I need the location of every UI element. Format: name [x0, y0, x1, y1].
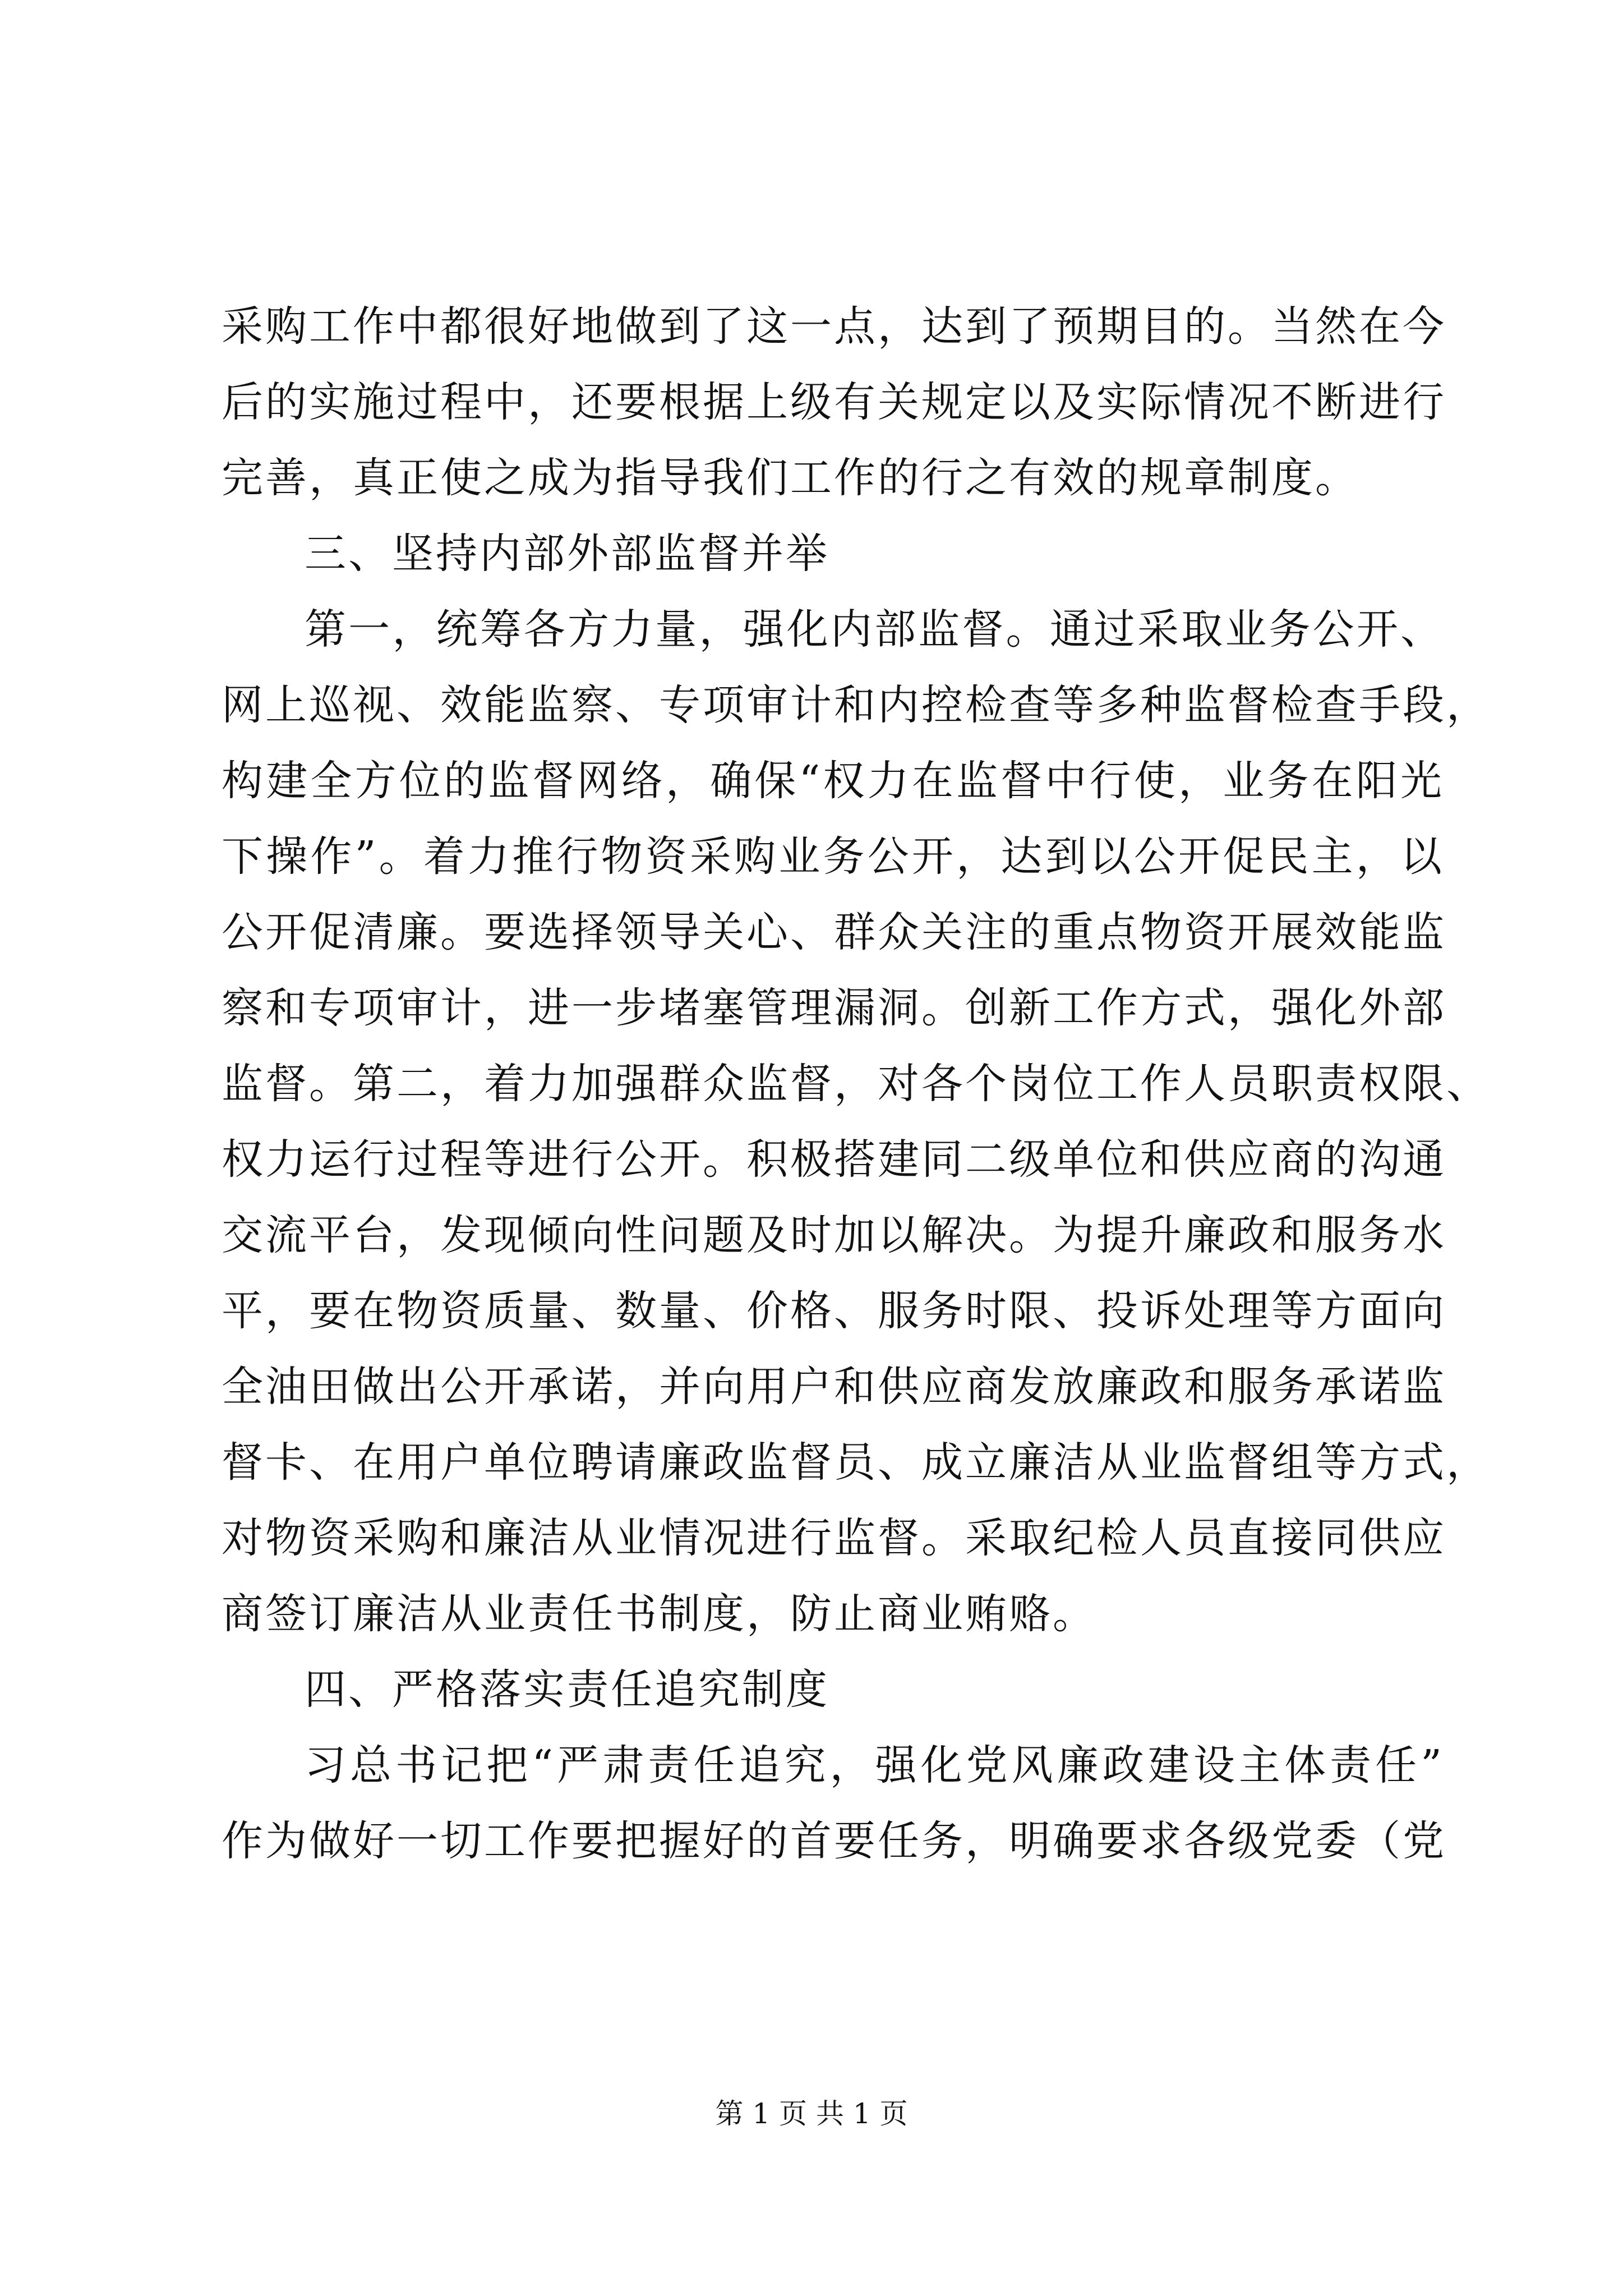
text-line: 权力运行过程等进行公开。积极搭建同二级单位和供应商的沟通: [222, 1135, 1446, 1184]
text-line: 交流平台，发现倾向性问题及时加以解决。为提升廉政和服务水: [222, 1211, 1446, 1259]
text-line: 下操作”。着力推行物资采购业务公开，达到以公开促民主，以: [222, 832, 1444, 881]
section-heading: 四、严格落实责任追究制度: [305, 1665, 829, 1714]
text-line: 察和专项审计，进一步堵塞管理漏洞。创新工作方式，强化外部: [222, 984, 1446, 1032]
text-line: 后的实施过程中，还要根据上级有关规定以及实际情况不断进行: [222, 378, 1446, 426]
text-line: 商签订廉洁从业责任书制度，防止商业贿赂。: [222, 1590, 1096, 1638]
text-line: 监督。第二，着力加强群众监督，对各个岗位工作人员职责权限、: [222, 1060, 1490, 1108]
text-line: 习总书记把“严肃责任追究，强化党风廉政建设主体责任”: [305, 1741, 1444, 1789]
text-line: 对物资采购和廉洁从业情况进行监督。采取纪检人员直接同供应: [222, 1514, 1446, 1562]
text-line: 构建全方位的监督网络，确保“权力在监督中行使，业务在阳光: [222, 757, 1444, 805]
section-heading: 三、坚持内部外部监督并举: [305, 530, 829, 578]
text-line: 网上巡视、效能监察、专项审计和内控检查等多种监督检查手段，: [222, 681, 1490, 729]
text-line: 作为做好一切工作要把握好的首要任务，明确要求各级党委（党: [222, 1817, 1446, 1865]
text-line: 采购工作中都很好地做到了这一点，达到了预期目的。当然在今: [222, 302, 1446, 351]
text-line: 全油田做出公开承诺，并向用户和供应商发放廉政和服务承诺监: [222, 1363, 1446, 1411]
text-line: 完善，真正使之成为指导我们工作的行之有效的规章制度。: [222, 454, 1359, 502]
text-line: 平，要在物资质量、数量、价格、服务时限、投诉处理等方面向: [222, 1287, 1446, 1335]
text-line: 第一，统筹各方力量，强化内部监督。通过采取业务公开、: [305, 605, 1444, 654]
text-line: 公开促清廉。要选择领导关心、群众关注的重点物资开展效能监: [222, 908, 1446, 956]
page-footer: 第 1 页 共 1 页: [715, 2097, 908, 2130]
text-line: 督卡、在用户单位聘请廉政监督员、成立廉洁从业监督组等方式，: [222, 1438, 1490, 1487]
body-text: [222, 289, 1490, 1879]
